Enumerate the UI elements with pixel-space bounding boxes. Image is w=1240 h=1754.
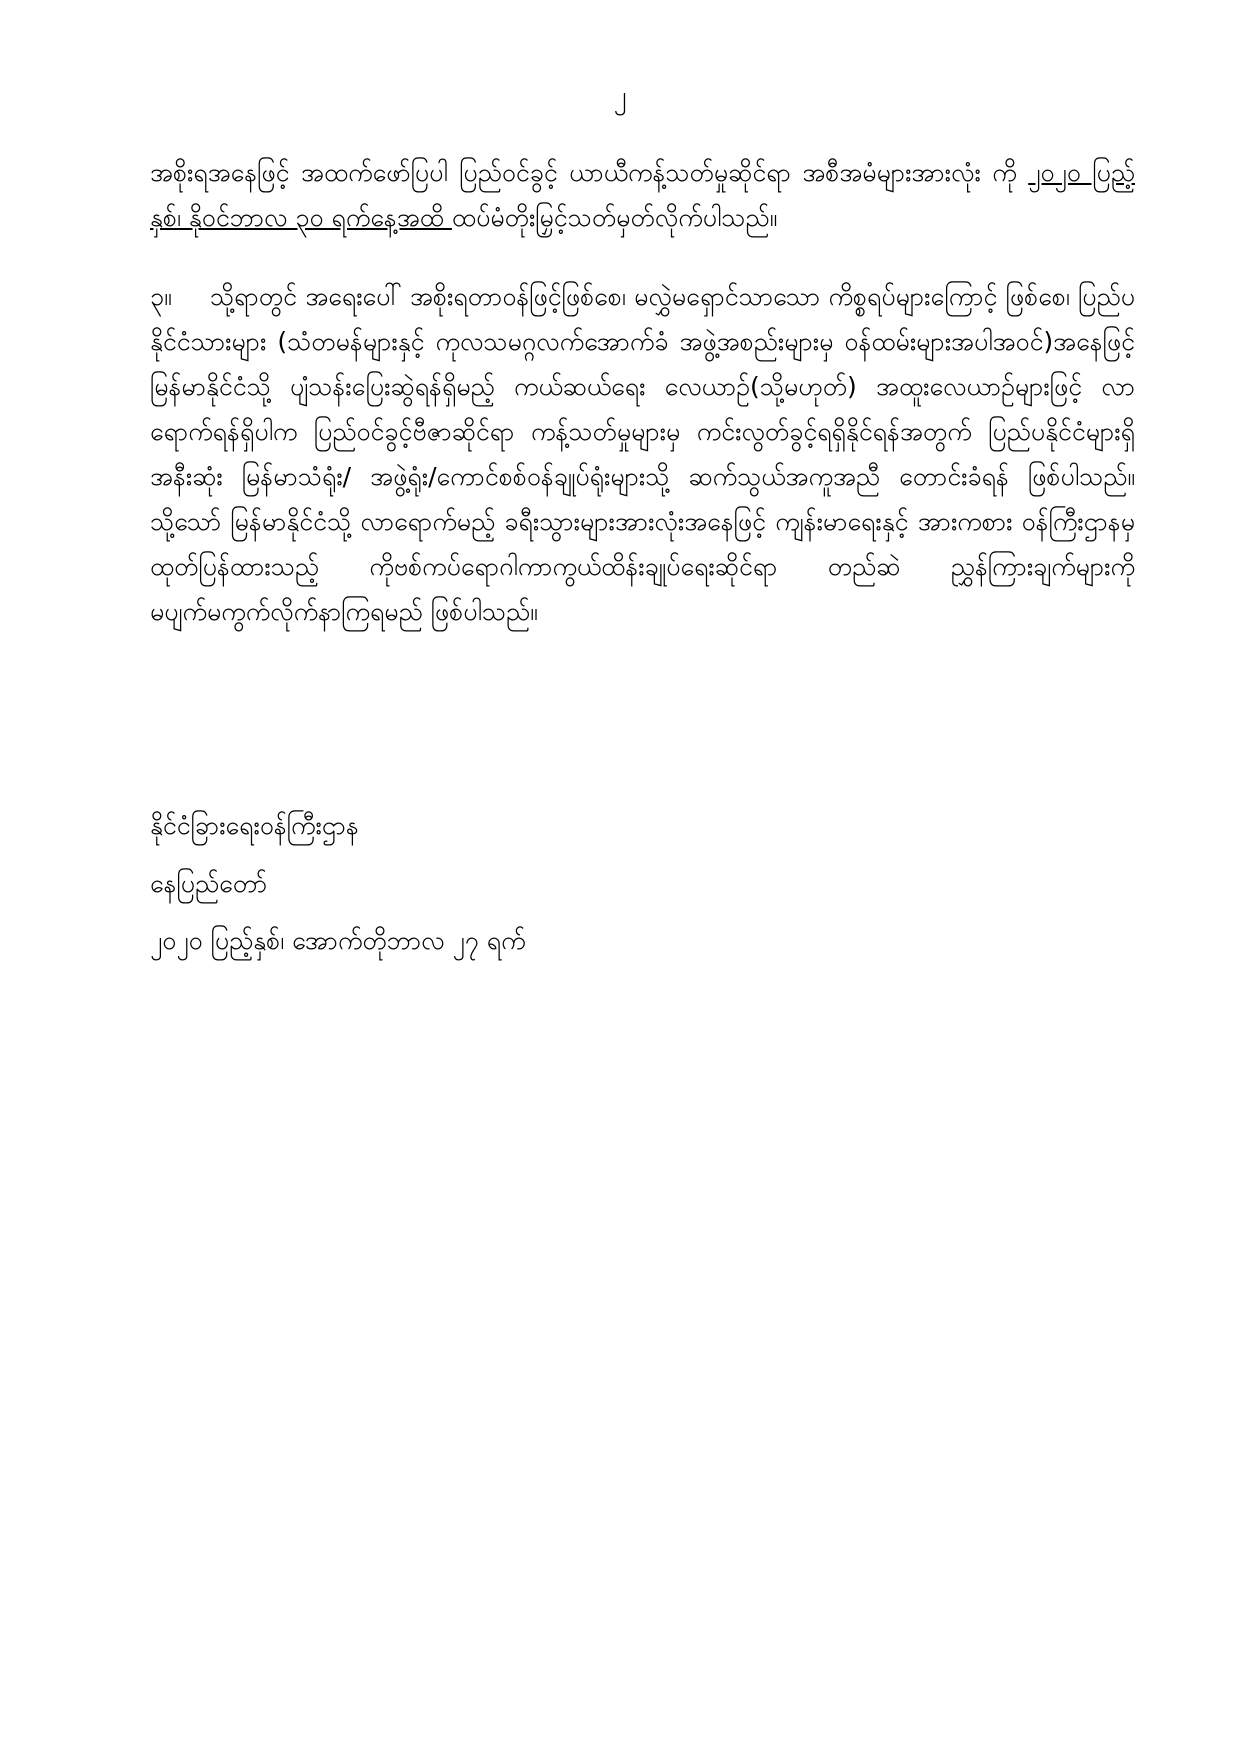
paragraph-extension-notice [150,150,1135,240]
paragraph-1-text-end: ထပ်မံတိုးမြှင့်သတ်မှတ်လိုက်ပါသည်။ [451,203,778,232]
signature-ministry: နိုင်ငံခြားရေးဝန်ကြီးဌာန [150,811,359,840]
paragraph-1-deadline-underlined: ၂၀၂၀ ပြည့်နှစ်၊ နိုဝင်ဘာလ ၃၀ ရက်နေ့အထိ [150,158,1136,232]
page-number: ၂ [613,81,627,111]
signature-date: ၂၀၂၀ ပြည့်နှစ်၊ အောက်တိုဘာလ ၂၇ ရက် [150,926,526,955]
paragraph-2-number: ၃။ [150,282,172,311]
paragraph-exemption-notice [150,274,1135,634]
signature-place: နေပြည်တော် [150,869,268,898]
paragraph-2-text: သို့ရာတွင် အရေးပေါ် အစိုးရတာဝန်ဖြင့်ဖြစ်စေ၊ မလွှဲမရှောင်သာသော ကိစ္စရပ်များကြောင့် ဖြစ်စေ၊ ပြည်ပနိုင်ငံသားများ (သံတမန်များနှင့် ကုလသမဂ္ဂလက်အောက်ခံ အဖွဲ့အစည်းများမှ ဝန်ထမ်းများအပါအဝင်)အနေဖြင့် မြန်မာနိုင်ငံသို့ ပျံသန်းပြေးဆွဲရန်ရှိမည့် ကယ်ဆယ်ရေး လေယာဉ်(သို့မဟုတ်) အထူးလေယာဉ်များဖြင့် လာရောက်ရန်ရှိပါက ပြည်ဝင်ခွင့်ဗီဇာဆိုင်ရာ ကန့်သတ်မှုများမှ ကင်းလွတ်ခွင့်ရရှိနိုင်ရန်အတွက် ပြည်ပနိုင်ငံများရှိ အနီးဆုံး မြန်မာသံရုံး/ အဖွဲ့ရုံး/ကောင်စစ်ဝန်ချုပ်ရုံးများသို့ ဆက်သွယ်အကူအညီ တောင်းခံရန် ဖြစ်ပါသည်။ သို့သော် မြန်မာနိုင်ငံသို့ လာရောက်မည့် ခရီးသွားများအားလုံးအနေဖြင့် ကျန်းမာရေးနှင့် အားကစား ဝန်ကြီးဌာနမှ ထုတ်ပြန်ထားသည့် ကိုဗစ်ကပ်ရောဂါကာကွယ်ထိန်းချုပ်ရေးဆိုင်ရာ တည်ဆဲ ညွှန်ကြားချက်များကို မပျက်မကွက်လိုက်နာကြရမည် ဖြစ်ပါသည်။ [150,282,1135,626]
paragraph-1-text-start: အစိုးရအနေဖြင့် အထက်ဖော်ပြပါ ပြည်ဝင်ခွင့် ယာယီကန့်သတ်မှုဆိုင်ရာ အစီအမံများအားလုံး ကို [150,158,1029,187]
